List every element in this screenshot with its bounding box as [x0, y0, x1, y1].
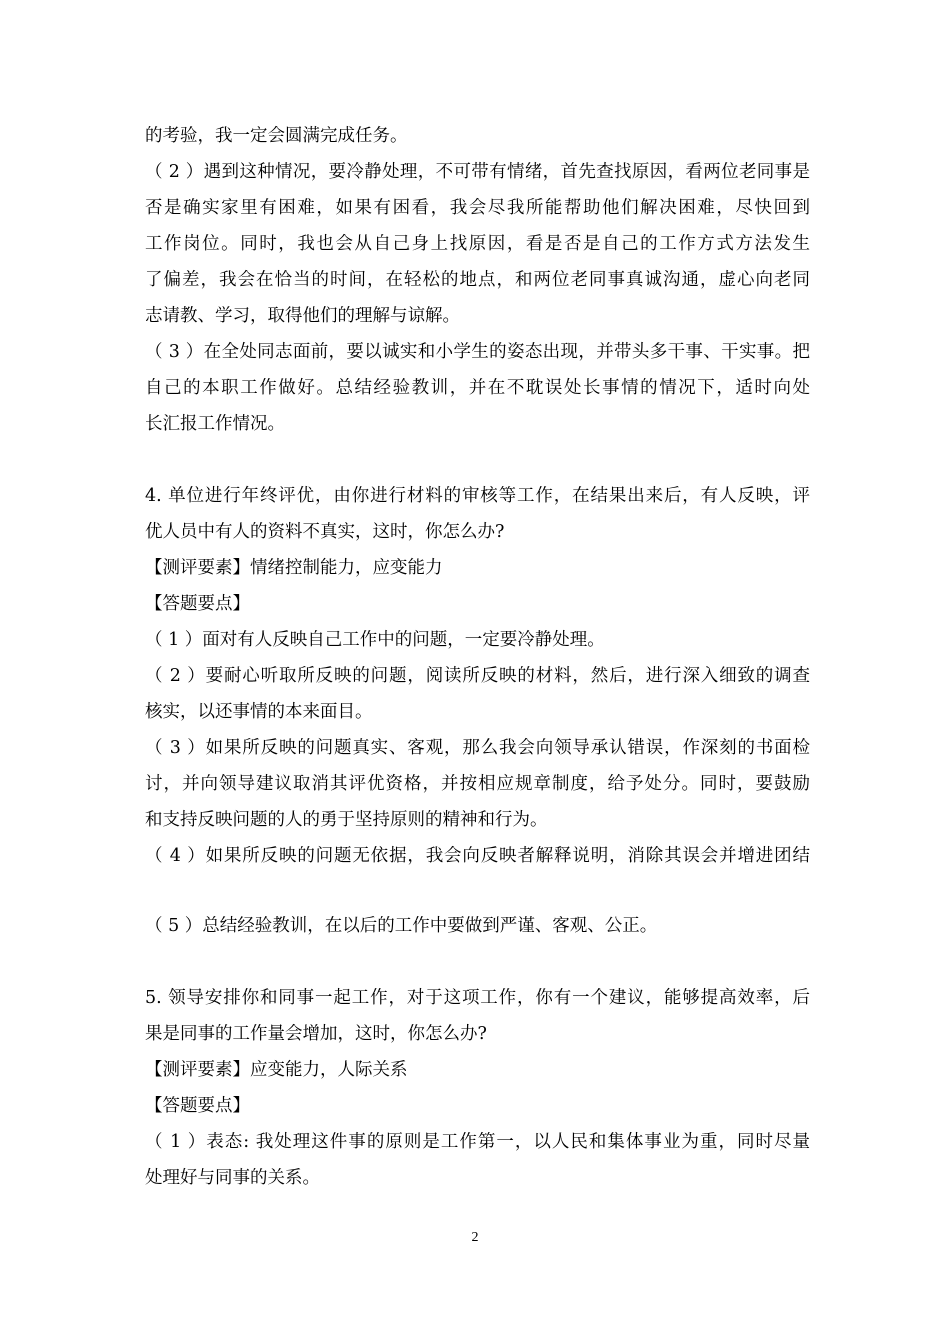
text-line: （ 1 ）面对有人反映自己工作中的问题，一定要冷静处理。 [145, 630, 605, 650]
text-line: （ 3 ）如果所反映的问题真实、客观，那么我会向领导承认错误，作深刻的书面检 [145, 738, 810, 758]
evaluation-elements: 【测评要素】情绪控制能力，应变能力 [145, 558, 443, 578]
question-line: 4. 单位进行年终评优，由你进行材料的审核等工作，在结果出来后，有人反映，评 [145, 486, 810, 506]
question-line: 优人员中有人的资料不真实，这时，你怎么办? [145, 522, 505, 542]
text-line: 了偏差，我会在恰当的时间，在轻松的地点，和两位老同事真诚沟通，虚心向老同 [145, 270, 810, 290]
text-line: 自己的本职工作做好。总结经验教训，并在不耽误处长事情的情况下，适时向处 [145, 378, 810, 398]
text-line: （ 4 ）如果所反映的问题无依据，我会向反映者解释说明，消除其误会并增进团结 [145, 846, 810, 866]
text-line: 和支持反映问题的人的勇于坚持原则的精神和行为。 [145, 810, 548, 830]
evaluation-elements: 【测评要素】应变能力，人际关系 [145, 1060, 408, 1080]
question-line: 果是同事的工作量会增加，这时，你怎么办? [145, 1024, 487, 1044]
text-line: 否是确实家里有困难，如果有困看，我会尽我所能帮助他们解决困难，尽快回到 [145, 198, 810, 218]
text-line: （ 2 ）遇到这种情况，要冷静处理，不可带有情绪，首先查找原因，看两位老同事是 [145, 162, 810, 182]
text-line: 志请教、学习，取得他们的理解与谅解。 [145, 306, 460, 326]
text-line: 长汇报工作情况。 [145, 414, 285, 434]
text-line: 讨，并向领导建议取消其评优资格，并按相应规章制度，给予处分。同时，要鼓励 [145, 774, 810, 794]
question-line: 5. 领导安排你和同事一起工作，对于这项工作，你有一个建议，能够提高效率，后 [145, 988, 810, 1008]
answer-points-heading: 【答题要点】 [145, 1096, 250, 1116]
text-line: 工作岗位。同时，我也会从自己身上找原因，看是否是自己的工作方式方法发生 [145, 234, 810, 254]
answer-points-heading: 【答题要点】 [145, 594, 250, 614]
text-line: （ 3 ）在全处同志面前，要以诚实和小学生的姿态出现，并带头多干事、干实事。把 [145, 342, 810, 362]
text-line: （ 1 ）表态: 我处理这件事的原则是工作第一，以人民和集体事业为重，同时尽量 [145, 1132, 810, 1152]
text-line: 处理好与同事的关系。 [145, 1168, 320, 1188]
text-line: （ 5 ）总结经验教训，在以后的工作中要做到严谨、客观、公正。 [145, 916, 658, 936]
page-number: 2 [471, 1230, 479, 1245]
text-line: 核实，以还事情的本来面目。 [145, 702, 373, 722]
text-line: 的考验，我一定会圆满完成任务。 [145, 126, 408, 146]
text-line: （ 2 ）要耐心听取所反映的问题，阅读所反映的材料，然后，进行深入细致的调查 [145, 666, 810, 686]
